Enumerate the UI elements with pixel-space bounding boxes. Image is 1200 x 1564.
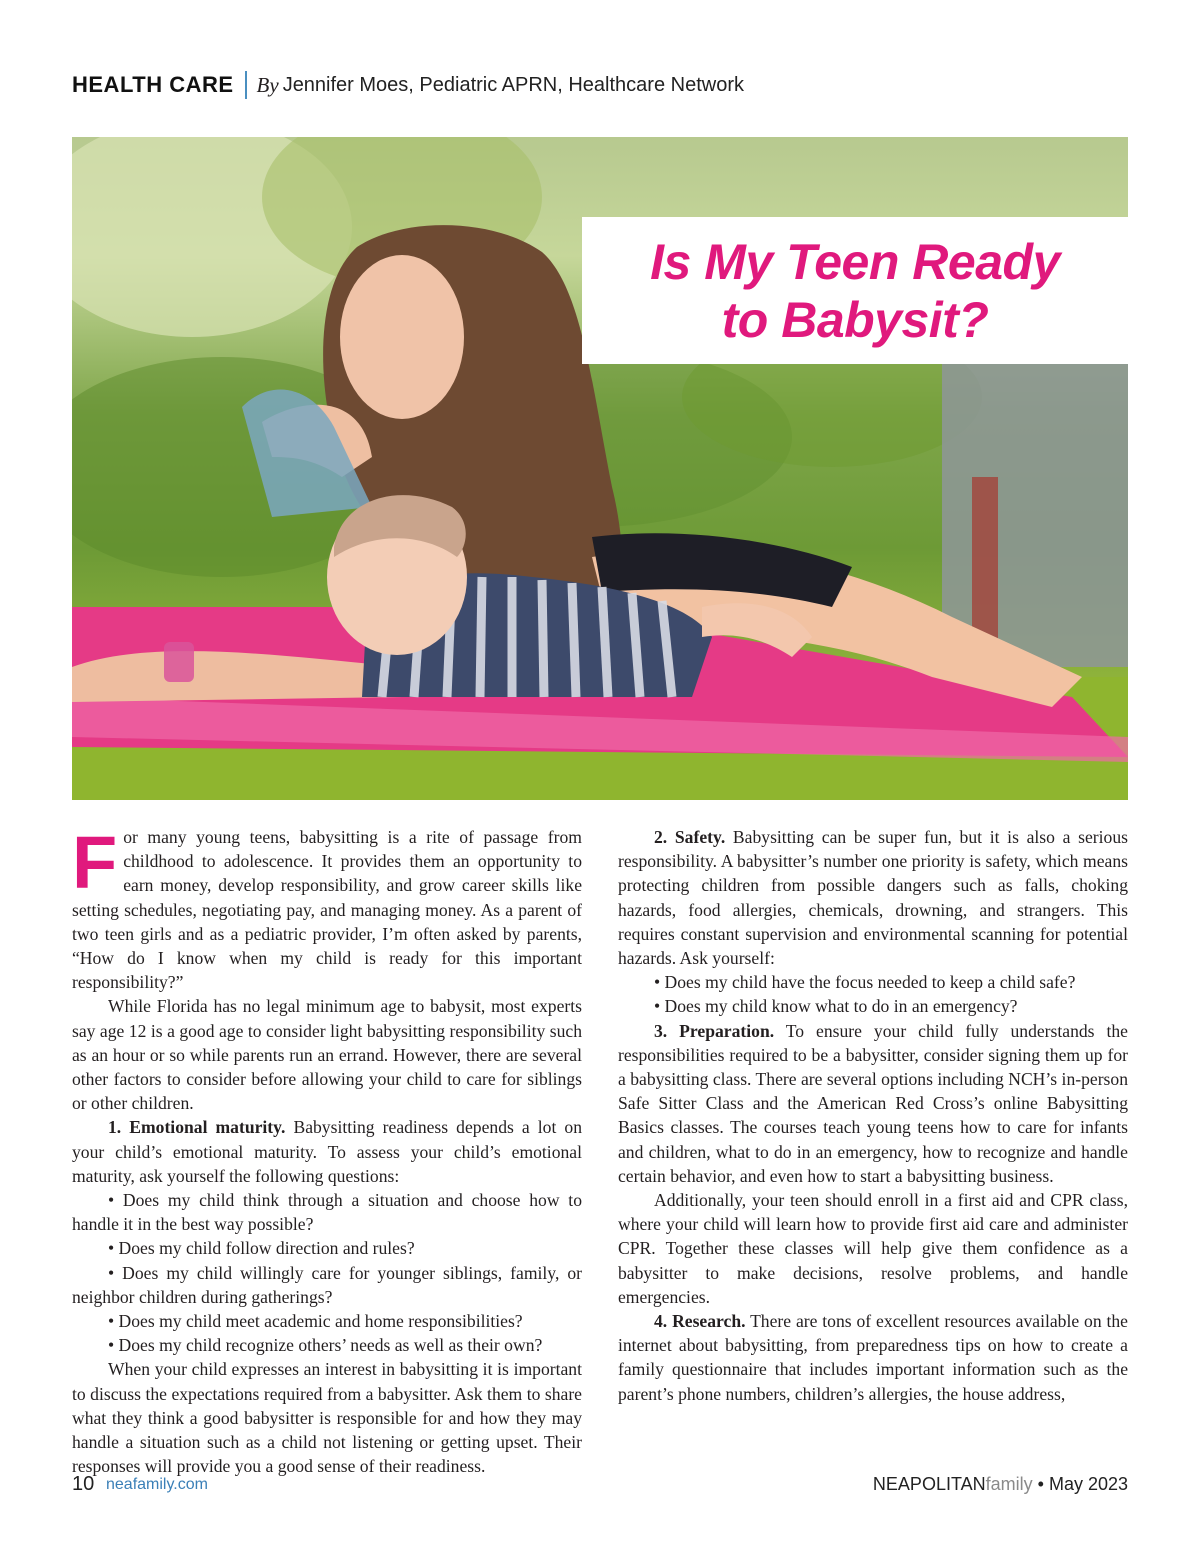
article-column-right — [618, 825, 1128, 1406]
page-number: 10 — [72, 1473, 95, 1495]
section-text: There are tons of excellent resources available on the internet about babysitting, from preparedness tips on how to create a family questionnaire that includes important information such as the parent’s phone numbers, children’s allergies, the house address, — [618, 1311, 1128, 1404]
paragraph: When your child expresses an interest in babysitting it is important to discuss the expectations required from a babysitter. Ask them to share what they think a good babysitter is responsible for and how they may handle a situation such as a child not listening or getting upset. Their responses will provide you a good sense of their readiness. — [72, 1359, 582, 1477]
publication-name: NEAPOLITAN — [872, 1474, 986, 1494]
section-research — [618, 1309, 1128, 1406]
publication-info — [873, 1474, 1128, 1495]
bullet-item: • Does my child follow direction and rules? — [108, 1238, 415, 1259]
bullet-item: • Does my child willingly care for younger siblings, family, or neighbor children during gatherings? — [72, 1262, 582, 1307]
drop-cap: F — [72, 821, 118, 904]
byline-by: By — [256, 72, 279, 97]
section-heading: 1. Emotional maturity. — [108, 1117, 286, 1138]
byline-author: Jennifer Moes, Pediatric APRN, Healthcare Network — [282, 73, 744, 96]
bullet-item: • Does my child know what to do in an emergency? — [654, 996, 1018, 1017]
section-text: To ensure your child fully understands the responsibilities required to be a babysitter, consider signing them up for a babysitting class. There are several options including NCH’s in-person Safe Sitter Class and the American Red Cross’s online Babysitting Basics classes. The courses teach young teens how to care for infants and children, what to do in an emergency, how to recognize and handle certain behavior, and even how to start a babysitting business. — [618, 1020, 1128, 1186]
article-title-line-2: to Babysit? — [721, 291, 989, 348]
section-text: Babysitting can be super fun, but it is also a serious responsibility. A babysitter’s number one priority is safety, which means protecting children from possible dangers such as falls, choking hazards, food allergies, chemicals, drowning, and strangers. This requires constant supervision and environmental scanning for potential hazards. Ask yourself: — [618, 827, 1128, 969]
intro-paragraph — [72, 821, 582, 994]
header-divider — [245, 71, 247, 99]
hero-photo — [72, 137, 1128, 800]
title-box — [582, 217, 1128, 364]
article-column-left — [72, 821, 582, 1478]
section-text: Babysitting readiness depends a lot on your child’s emotional maturity. To assess your child’s emotional maturity, ask yourself the following questions: — [72, 1117, 582, 1186]
paragraph: Additionally, your teen should enroll in a first aid and CPR class, where your child will learn how to provide first aid care and administer CPR. Together these classes will help give them confidence as a babysitter to make decisions, resolve problems, and handle emergencies. — [618, 1190, 1128, 1307]
article-header — [72, 68, 744, 102]
bullet-item: • Does my child recognize others’ needs as well as their own? — [108, 1335, 543, 1356]
paragraph: While Florida has no legal minimum age to babysit, most experts say age 12 is a good age to consider light babysitting responsibility such as an hour or so while parents run an errand. However, there are several other factors to consider before allowing your child to care for siblings or other children. — [72, 996, 582, 1114]
section-heading: 2. Safety. — [654, 827, 726, 847]
section-emotional-maturity — [72, 1115, 582, 1188]
section-label: HEALTH CARE — [72, 72, 234, 97]
article-title-line-1: Is My Teen Ready — [650, 233, 1060, 290]
section-heading: 4. Research. — [654, 1311, 746, 1332]
publication-name-light: family — [985, 1474, 1033, 1494]
section-heading: 3. Preparation. — [654, 1020, 775, 1041]
bullet-item: • Does my child meet academic and home responsibilities? — [108, 1311, 523, 1332]
bullet-item: • Does my child have the focus needed to keep a child safe? — [654, 972, 1076, 993]
page-footer — [72, 1473, 1128, 1499]
bullet-item: • Does my child think through a situation and choose how to handle it in the best way possible? — [72, 1190, 582, 1235]
issue-date: • May 2023 — [1032, 1474, 1128, 1494]
intro-text: or many young teens, babysitting is a rite of passage from childhood to adolescence. It provides them an opportunity to earn money, develop responsibility, and grow career skills like setting schedules, negotiating pay, and managing money. As a parent of two teen girls and as a pediatric provider, I’m often asked by parents, “How do I know when my child is ready for this important responsibility?” — [72, 827, 582, 993]
site-link[interactable]: neafamily.com — [106, 1476, 208, 1493]
section-safety — [618, 825, 1128, 970]
section-preparation — [618, 1019, 1128, 1188]
